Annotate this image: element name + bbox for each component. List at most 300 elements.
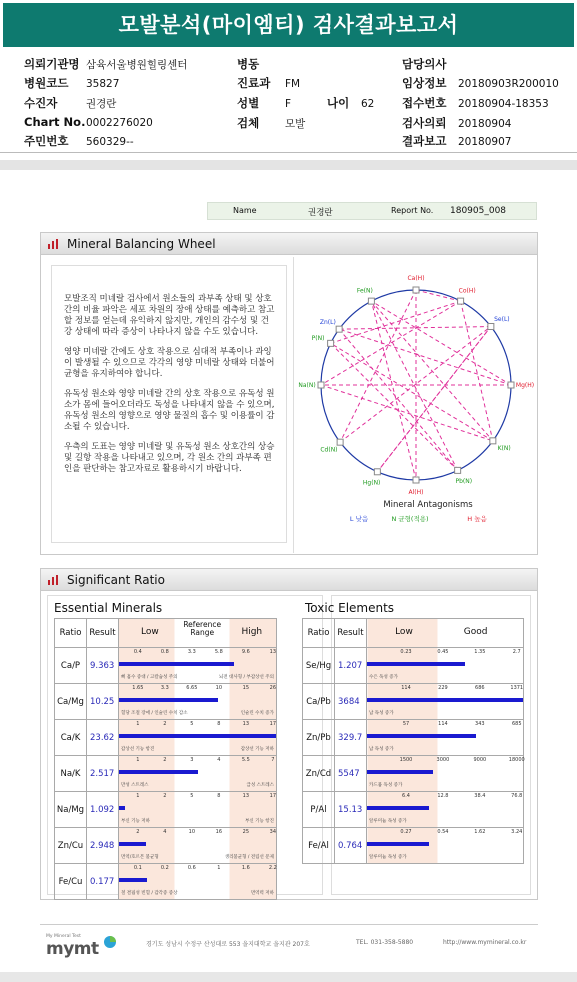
ratio-name: Se/Hg: [303, 648, 335, 684]
tick-label: 0.6: [187, 865, 196, 871]
tick-label: 5: [190, 793, 194, 799]
wheel-node: [328, 340, 334, 346]
wheel-label: Mg(H): [515, 382, 535, 389]
tick-label: 686: [475, 685, 485, 691]
ratio-panel-title: Significant Ratio: [67, 573, 165, 587]
info-key: 주민번호: [24, 134, 69, 148]
note-left: 뼈 흡수 증대 / 고칼슘성 주의: [121, 675, 178, 680]
tick-labels: [119, 829, 276, 837]
note-right: 생리불균형 / 전립선 문제: [224, 855, 274, 860]
tick-label: 0.1: [133, 865, 142, 871]
tick-label: 4: [163, 829, 167, 835]
tick-label: 685: [511, 721, 522, 727]
ratio-result: 0.764: [335, 828, 367, 864]
paragraph: 영양 미네랄 간에도 상호 작용으로 심대적 부족이나 과잉이 발생될 수 있으므로 각각의 영양 미네랄 상태와 더불어 균형을 유지하여야 합니다.: [64, 347, 275, 379]
legend-item: L 낮음: [349, 515, 369, 523]
ratio-row: [303, 648, 524, 684]
info-key: 검사의뢰: [402, 116, 447, 130]
ratio-result: 9.363: [87, 648, 119, 684]
tick-labels: [367, 685, 523, 693]
ratio-bar: [367, 806, 429, 810]
ratio-bar-cell: [119, 684, 277, 720]
header-low: Low: [395, 627, 413, 637]
tick-label: 38.4: [474, 793, 486, 799]
ratio-notes: [367, 674, 523, 682]
tick-label: 1371: [510, 685, 524, 691]
header-result: Result: [87, 619, 119, 648]
antagonism-line: [321, 301, 461, 385]
note-left: 갑상선 기능 항진: [121, 747, 155, 752]
ratio-row: [303, 792, 524, 828]
ratio-notes: [119, 782, 276, 790]
divider: [0, 152, 577, 153]
tick-label: 76.8: [511, 793, 523, 799]
note-left: 알루미늄 독성 증가: [369, 855, 407, 860]
wheel-panel: [40, 232, 538, 555]
name-bar: [207, 202, 537, 220]
ratio-result: 10.25: [87, 684, 119, 720]
tick-label: 0.54: [437, 829, 449, 835]
tick-label: 5: [190, 721, 194, 727]
wheel-label: Ca(H): [407, 275, 425, 282]
ratio-row: [55, 756, 277, 792]
ratio-name: Ca/Mg: [55, 684, 87, 720]
wheel-label: Al(H): [408, 489, 424, 496]
tick-label: 3.3: [187, 649, 196, 655]
note-left: 알루미늄 독성 증가: [369, 819, 407, 824]
tick-label: 12.8: [437, 793, 449, 799]
tick-label: 7: [271, 757, 275, 763]
header-result: Result: [335, 619, 367, 648]
tick-label: 1500: [399, 757, 413, 763]
antagonism-line: [340, 327, 491, 443]
bar-chart-icon: [47, 238, 59, 250]
info-value: 20180907: [458, 136, 512, 148]
tick-label: 0.4: [133, 649, 142, 655]
info-value: FM: [285, 78, 301, 90]
ratio-notes: [119, 710, 276, 718]
antagonism-line: [331, 343, 458, 470]
wheel-label: Pb(N): [455, 478, 473, 486]
wheel-node: [318, 382, 324, 388]
note-left: 부신 기능 저하: [121, 819, 150, 824]
ratio-result: 1.207: [335, 648, 367, 684]
ratio-bar-cell: [119, 864, 277, 900]
info-field: [24, 56, 187, 72]
tick-label: 1: [136, 757, 140, 763]
info-field: [24, 115, 153, 129]
ratio-bar: [119, 806, 125, 810]
wheel-node: [413, 477, 419, 483]
tick-label: 0.23: [400, 649, 412, 655]
wheel-label: Na(N): [298, 382, 316, 389]
ratio-panel-header: [41, 569, 537, 591]
ratio-bar-cell: [367, 756, 524, 792]
wheel-node: [336, 326, 342, 332]
info-value: 20180903R200010: [458, 78, 559, 90]
ratio-bar-cell: [119, 720, 277, 756]
tick-label: 2: [163, 757, 167, 763]
info-key: 진료과: [237, 76, 271, 90]
tick-labels: [367, 721, 523, 729]
info-field: [24, 75, 119, 91]
ratio-row: [55, 720, 277, 756]
wheel-node: [337, 439, 343, 445]
ratio-result: 2.948: [87, 828, 119, 864]
wheel-panel-header: [41, 233, 537, 255]
tick-label: 1: [136, 721, 140, 727]
ratio-result: 23.62: [87, 720, 119, 756]
tick-labels: [367, 793, 523, 801]
antagonism-line: [331, 343, 493, 440]
ratio-bar: [119, 662, 234, 666]
ratio-notes: [119, 674, 276, 682]
tick-label: 13: [242, 721, 250, 727]
note-right: 뇌전 대사형 / 부갑상선 주의: [218, 675, 274, 680]
ratio-bar-cell: [119, 828, 277, 864]
info-field: [327, 95, 374, 111]
ratio-bar-cell: [119, 756, 277, 792]
report-label: Report No.: [391, 206, 434, 215]
tick-label: 57: [402, 721, 410, 727]
ratio-row: [55, 864, 277, 900]
table-header-row: [303, 619, 524, 648]
tick-label: 6.65: [186, 685, 198, 691]
tick-labels: [119, 865, 276, 873]
ratio-name: Na/Mg: [55, 792, 87, 828]
bar-chart-icon: [47, 574, 59, 586]
tick-label: 5.8: [214, 649, 223, 655]
ratio-row: [55, 828, 277, 864]
tick-label: 26: [269, 685, 277, 691]
tick-label: 17: [269, 721, 277, 727]
tick-label: 2: [163, 721, 167, 727]
info-key: 접수번호: [402, 96, 447, 110]
ratio-result: 3684: [335, 684, 367, 720]
header-scale: [367, 619, 524, 648]
info-field: [402, 75, 559, 91]
mineral-wheel: [295, 259, 537, 551]
info-key: 나이: [327, 96, 350, 110]
ratio-name: Ca/Pb: [303, 684, 335, 720]
divider-band: [0, 160, 577, 170]
tick-labels: [119, 793, 276, 801]
ratio-result: 329.7: [335, 720, 367, 756]
note-right: 인슐린 수치 증가: [240, 711, 274, 716]
tick-label: 1.6: [241, 865, 250, 871]
header-low: Low: [140, 627, 159, 637]
antagonism-line: [331, 301, 461, 343]
note-left: 철 결핍성 빈혈 / 감각증 증상: [121, 891, 178, 896]
note-left: 납 독성 증가: [369, 711, 394, 716]
header-high: High: [241, 627, 263, 637]
antagonism-line: [321, 385, 493, 441]
info-field: [402, 115, 511, 131]
tick-label: 2.7: [512, 649, 521, 655]
tick-label: 6.4: [402, 793, 410, 799]
antagonism-title: Mineral Antagonisms: [383, 500, 473, 510]
info-key: 병원코드: [24, 76, 69, 90]
tick-label: 0.27: [400, 829, 412, 835]
ratio-bar: [367, 770, 433, 774]
tick-label: 15: [242, 685, 250, 691]
tick-labels: [367, 829, 523, 837]
info-value: 560329--: [86, 136, 134, 148]
ratio-bar-cell: [367, 828, 524, 864]
note-right: 부신 기능 항진: [245, 819, 274, 824]
paragraph: 모발조직 미네랄 검사에서 원소들의 과부족 상태 및 상호간의 비율 파악은 세포 차원의 장애 상태를 예측하고 참고할 정보를 얻는데 유익하지 않지만, 개인의 감수성 및 건강 상태에 따라 증상이 나타나지 않을 수도 있습니다.: [64, 294, 275, 337]
ratio-name: Ca/P: [55, 648, 87, 684]
wheel-label: Cd(N): [320, 446, 338, 454]
ratio-name: Zn/Cu: [55, 828, 87, 864]
essential-title: Essential Minerals: [54, 601, 163, 615]
ratio-notes: [119, 890, 276, 898]
ratio-bar: [367, 698, 523, 702]
ratio-notes: [367, 746, 523, 754]
info-value: 20180904: [458, 118, 512, 130]
ratio-name: Ca/K: [55, 720, 87, 756]
info-field: [402, 133, 511, 149]
footer-address: 경기도 성남시 수정구 산성대로 553 을지대학교 을지관 207호: [146, 941, 310, 948]
tick-label: 229: [438, 685, 448, 691]
antagonism-line: [339, 329, 458, 470]
tick-label: 2.2: [268, 865, 277, 871]
tick-label: 5.5: [241, 757, 250, 763]
header-ref: Reference Range: [183, 620, 222, 637]
tick-labels: [119, 721, 276, 729]
info-key: 담당의사: [402, 57, 447, 71]
antagonism-line: [461, 301, 493, 441]
ratio-bar: [367, 662, 465, 666]
note-left: 카드뮴 독성 증가: [369, 783, 403, 788]
note-left: 납 독성 증가: [369, 747, 394, 752]
ratio-bar: [367, 734, 476, 738]
tick-label: 114: [438, 721, 448, 727]
ratio-row: [55, 792, 277, 828]
toxic-table: [302, 618, 524, 864]
name-value: 권경란: [308, 208, 333, 218]
tick-labels: [119, 649, 276, 657]
tick-label: 0.8: [160, 649, 169, 655]
ratio-result: 15.13: [335, 792, 367, 828]
ratio-notes: [119, 746, 276, 754]
ratio-name: P/Al: [303, 792, 335, 828]
ratio-bar-cell: [119, 648, 277, 684]
tick-label: 34: [269, 829, 277, 835]
ratio-bar-cell: [367, 648, 524, 684]
legend-item: H 높음: [467, 515, 487, 523]
ratio-name: Na/K: [55, 756, 87, 792]
tick-label: 13: [242, 793, 250, 799]
tick-label: 10: [215, 685, 223, 691]
essential-table: [54, 618, 277, 900]
ratio-notes: [119, 854, 276, 862]
wheel-label: Zn(L): [319, 319, 336, 327]
paragraph: 우측의 도표는 영양 미네랄 및 유독성 원소 상호간의 상승 및 길항 작용을 나타내고 있으며, 각 원소 간의 과부족 편인을 판단하는 참고자료로 활용하시기 바랍니다.: [64, 442, 275, 474]
note-left: 혈당 조절 장애 / 인슐린 수치 감소: [121, 711, 188, 716]
brand-logo-icon: [103, 935, 117, 949]
tick-label: 13: [269, 649, 277, 655]
wheel-node: [374, 469, 380, 475]
tick-label: 9.6: [241, 649, 250, 655]
tick-label: 10: [188, 829, 196, 835]
info-key: 성별: [237, 96, 260, 110]
wheel-node: [508, 382, 514, 388]
table-header-row: [55, 619, 277, 648]
toxic-title: Toxic Elements: [305, 601, 395, 615]
ratio-bar: [119, 878, 147, 882]
info-field: [237, 115, 305, 131]
tick-label: 1: [136, 793, 140, 799]
ratio-bar: [367, 842, 429, 846]
ratio-bar-cell: [119, 792, 277, 828]
info-field: [402, 95, 549, 111]
info-field: [237, 56, 285, 72]
ratio-row: [303, 720, 524, 756]
ratio-bar-cell: [367, 720, 524, 756]
info-value: F: [285, 98, 292, 110]
wheel-panel-title: Mineral Balancing Wheel: [67, 237, 216, 251]
footer-tel: TEL. 031-358-5880: [356, 939, 414, 946]
info-key: 임상정보: [402, 76, 447, 90]
info-key: 결과보고: [402, 134, 447, 148]
wheel-label: Hg(N): [362, 479, 381, 487]
info-key: 검체: [237, 116, 260, 130]
wheel-label: Fe(N): [356, 287, 373, 295]
paragraph: 유독성 원소와 영양 미네랄 간의 상호 작용으로 유독성 원소가 몸에 들어오더라도 독성을 나타내지 않을 수 있으며, 유독성 원소의 영향으로 영양 물질의 흡수 및 이용률이 감소될 수 있습니다.: [64, 389, 275, 432]
ratio-result: 2.517: [87, 756, 119, 792]
info-key: Chart No.: [24, 115, 86, 129]
footer-url[interactable]: http://www.mymineral.co.kr: [443, 939, 527, 946]
info-value: 0002276020: [86, 117, 153, 129]
tick-label: 0.45: [437, 649, 449, 655]
tick-label: 25: [242, 829, 250, 835]
tick-label: 9000: [473, 757, 487, 763]
info-value: 62: [361, 98, 375, 110]
ratio-result: 5547: [335, 756, 367, 792]
info-field: [237, 75, 300, 91]
ratio-bar: [119, 842, 146, 846]
ratio-notes: [367, 854, 523, 862]
tick-label: 1: [217, 865, 221, 871]
tick-label: 3.24: [511, 829, 523, 835]
ratio-name: Fe/Cu: [55, 864, 87, 900]
tick-label: 18000: [508, 757, 525, 763]
header-ratio: Ratio: [303, 619, 335, 648]
tick-label: 8: [217, 793, 221, 799]
tick-label: 1.62: [474, 829, 486, 835]
ratio-row: [303, 828, 524, 864]
wheel-node: [368, 298, 374, 304]
tick-labels: [119, 757, 276, 765]
header-ratio: Ratio: [55, 619, 87, 648]
ratio-row: [55, 684, 277, 720]
wheel-node: [488, 324, 494, 330]
info-key: 병동: [237, 57, 260, 71]
wheel-label: P(N): [311, 335, 325, 343]
info-key: 의뢰기관명: [24, 57, 80, 71]
ratio-row: [303, 756, 524, 792]
ratio-notes: [367, 710, 523, 718]
note-left: 면역/호르몬 불균형: [121, 855, 159, 860]
tick-label: 16: [215, 829, 223, 835]
name-label: Name: [233, 206, 257, 215]
info-key: 수진자: [24, 96, 58, 110]
wheel-label: Se(L): [494, 316, 510, 324]
wheel-node: [490, 438, 496, 444]
ratio-bar: [119, 770, 198, 774]
ratio-notes: [367, 818, 523, 826]
note-right: 급성 스트레스: [246, 783, 274, 788]
wheel-node: [455, 467, 461, 473]
tick-label: 3: [190, 757, 194, 763]
report-value: 180905_008: [450, 206, 507, 216]
wheel-description: [51, 265, 287, 543]
tick-label: 8: [217, 721, 221, 727]
ratio-name: Zn/Cd: [303, 756, 335, 792]
tick-label: 2: [163, 793, 167, 799]
tick-labels: [119, 685, 276, 693]
tick-label: 2: [136, 829, 140, 835]
note-left: 수은 독성 증가: [369, 675, 398, 680]
info-field: [24, 95, 116, 111]
info-value: 삼육서울병원힐링센터: [86, 59, 188, 71]
ratio-bar-cell: [367, 792, 524, 828]
ratio-notes: [367, 782, 523, 790]
wheel-node: [458, 298, 464, 304]
brand-tagline: My Mineral Test: [46, 934, 81, 939]
note-left: 만성 스트레스: [121, 783, 149, 788]
wheel-label: K(N): [497, 444, 511, 452]
antagonism-line: [416, 290, 461, 301]
ratio-name: Fe/Al: [303, 828, 335, 864]
ratio-bar-cell: [367, 684, 524, 720]
info-field: [237, 95, 291, 111]
ratio-row: [55, 648, 277, 684]
tick-label: 1.35: [474, 649, 486, 655]
info-value: 35827: [86, 78, 120, 90]
ratio-result: 0.177: [87, 864, 119, 900]
info-value: 권경란: [86, 98, 117, 110]
report-title: 모발분석(마이엠티) 검사결과보고서: [3, 3, 574, 47]
tick-label: 343: [475, 721, 485, 727]
tick-label: 3.3: [160, 685, 169, 691]
tick-label: 3000: [436, 757, 450, 763]
header-good: Good: [463, 627, 488, 637]
wheel-label: Co(H): [458, 287, 476, 295]
brand-logo-text: mymt: [46, 939, 99, 959]
info-value: 20180904-18353: [458, 98, 549, 110]
ratio-name: Zn/Pb: [303, 720, 335, 756]
tick-label: 17: [269, 793, 277, 799]
info-value: 모발: [285, 118, 306, 130]
note-right: 면역력 저하: [250, 891, 274, 896]
ratio-notes: [119, 818, 276, 826]
tick-label: 0.2: [160, 865, 169, 871]
header-scale: [119, 619, 277, 648]
tick-labels: [367, 757, 523, 765]
tick-labels: [367, 649, 523, 657]
ratio-row: [303, 684, 524, 720]
ratio-bar: [119, 698, 218, 702]
tick-label: 114: [401, 685, 411, 691]
tick-label: 4: [217, 757, 221, 763]
ratio-result: 1.092: [87, 792, 119, 828]
info-field: [24, 133, 134, 149]
wheel-node: [413, 287, 419, 293]
note-right: 갑상선 기능 저하: [240, 747, 274, 752]
legend-item: N 균형(적용): [391, 515, 429, 523]
